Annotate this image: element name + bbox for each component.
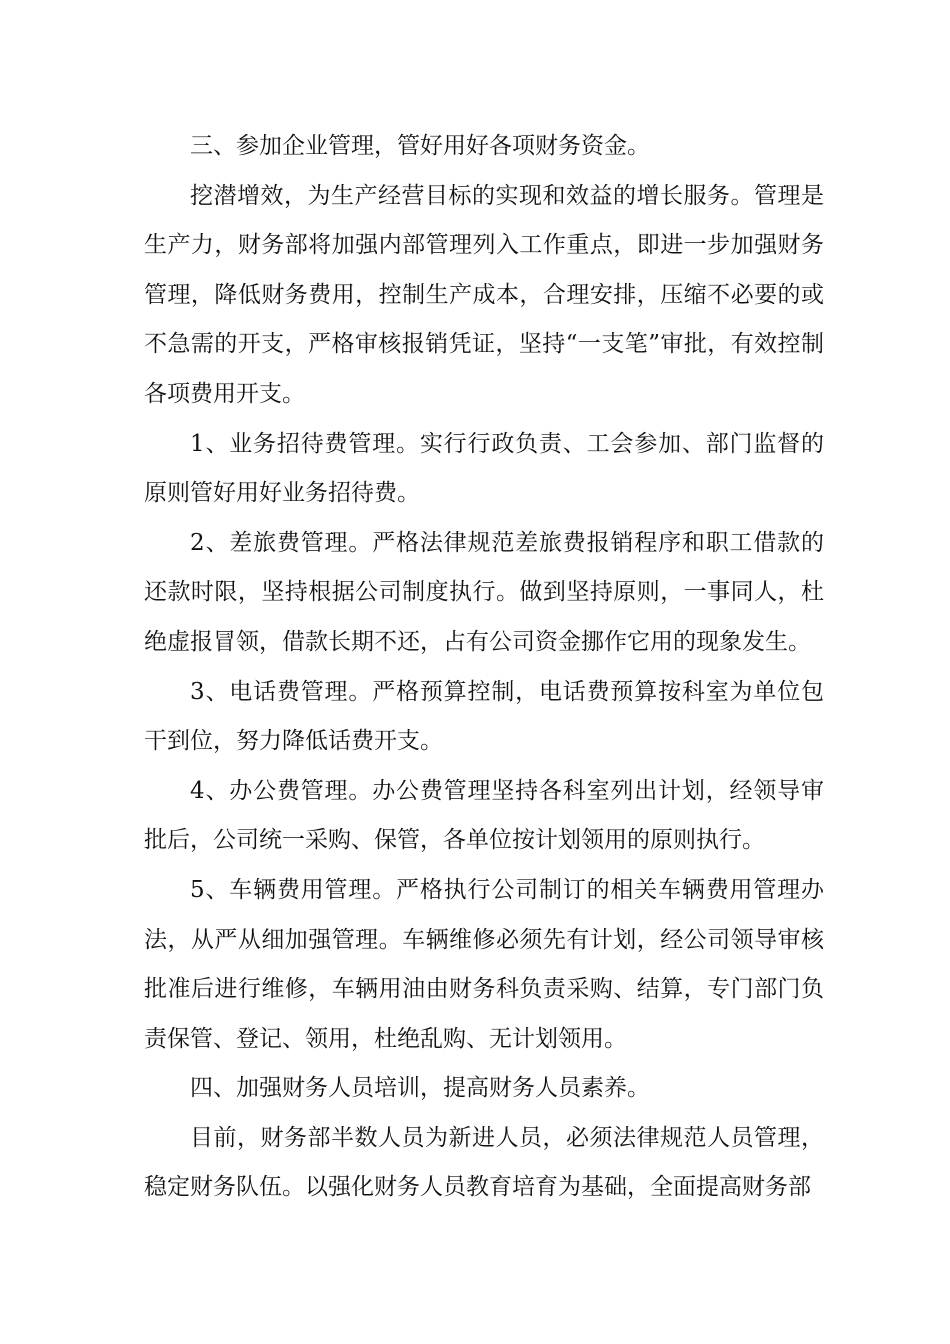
section-heading-three: 三、参加企业管理，管好用好各项财务资金。	[190, 133, 650, 159]
paragraph-item-3-telephone: 3、电话费管理。严格预算控制，电话费预算按科室为单位包干到位，努力降低话费开支。	[144, 678, 824, 755]
paragraph-cost-control: 挖潜增效，为生产经营目标的实现和效益的增长服务。管理是生产力，财务部将加强内部管理列入工作重点，即进一步加强财务管理，降低财务费用，控制生产成本，合理安排，压缩不必要的或不急需的开支，严格审核报销凭证，坚持“一支笔”审批，有效控制各项费用开支。	[144, 182, 824, 407]
paragraph-item-5-vehicle: 5、车辆费用管理。严格执行公司制订的相关车辆费用管理办法，从严从细加强管理。车辆维修必须先有计划，经公司领导审核批准后进行维修，车辆用油由财务科负责采购、结算，专门部门负责保管、登记、领用，杜绝乱购、无计划领用。	[144, 876, 824, 1052]
paragraph-item-2-travel: 2、差旅费管理。严格法律规范差旅费报销程序和职工借款的还款时限，坚持根据公司制度执行。做到坚持原则，一事同人，杜绝虚报冒领，借款长期不还，占有公司资金挪作它用的现象发生。	[144, 529, 824, 655]
paragraph-item-1-entertainment: 1、业务招待费管理。实行行政负责、工会参加、部门监督的原则管好用好业务招待费。	[144, 430, 824, 507]
paragraph-staff-training: 目前，财务部半数人员为新进人员，必须法律规范人员管理，稳定财务队伍。以强化财务人员教育培育为基础，全面提高财务部	[144, 1124, 824, 1201]
section-heading-four: 四、加强财务人员培训，提高财务人员素养。	[190, 1075, 650, 1102]
paragraph-item-4-office: 4、办公费管理。办公费管理坚持各科室列出计划，经领导审批后，公司统一采购、保管，各单位按计划领用的原则执行。	[144, 777, 824, 854]
document-body	[144, 122, 824, 1213]
